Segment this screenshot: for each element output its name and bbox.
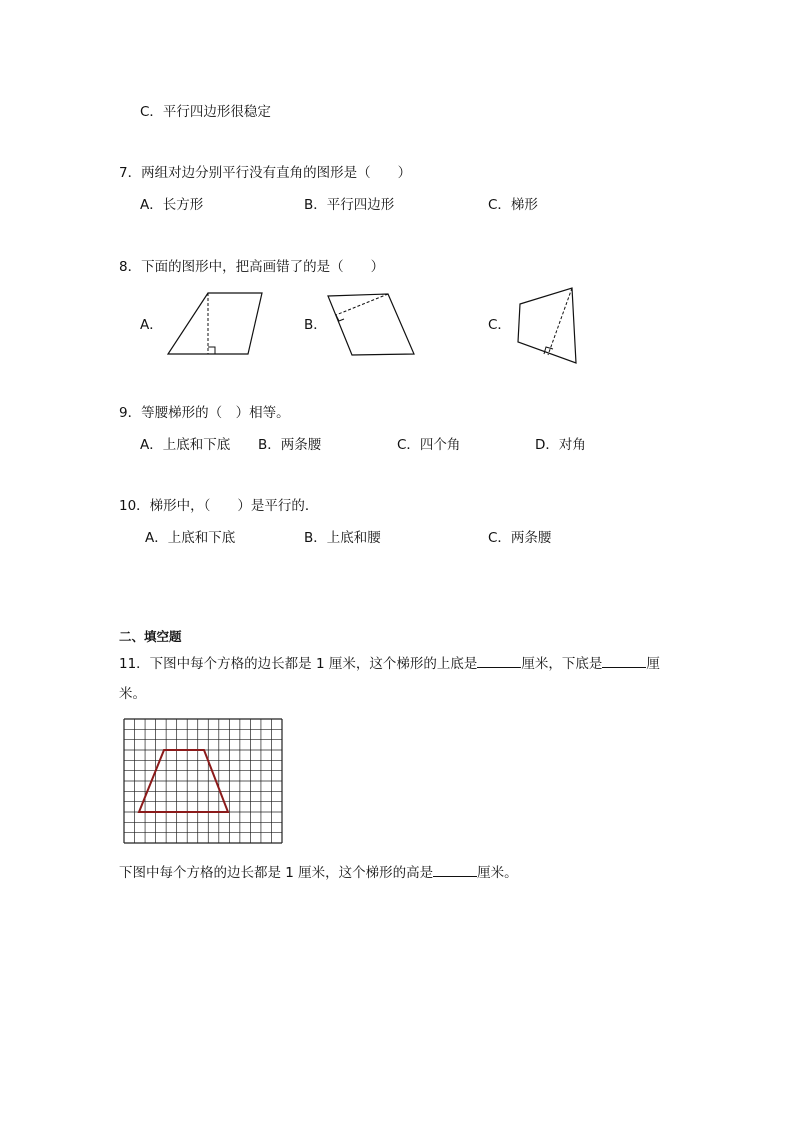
q7-stem: 7．两组对边分别平行没有直角的图形是（ ） bbox=[119, 165, 412, 181]
q11-grid-figure bbox=[124, 719, 284, 845]
q10-option-c: C．两条腰 bbox=[488, 530, 552, 546]
q8-stem: 8．下面的图形中，把高画错了的是（ ） bbox=[119, 259, 385, 275]
q8-figure-a bbox=[160, 285, 280, 360]
q8-label-b: B． bbox=[304, 317, 327, 333]
q11-text-2: 厘米，下底是 bbox=[521, 656, 603, 672]
q9-option-d: D．对角 bbox=[535, 437, 586, 453]
q8-label-c: C． bbox=[488, 317, 511, 333]
q12-blank-height[interactable] bbox=[433, 862, 477, 877]
q7-option-a: A．长方形 bbox=[140, 197, 204, 213]
q9-option-a: A．上底和下底 bbox=[140, 437, 231, 453]
q12-line bbox=[119, 862, 518, 882]
q9-option-b: B．两条腰 bbox=[258, 437, 322, 453]
q11-line2: 米。 bbox=[119, 686, 146, 702]
q8-label-a: A． bbox=[140, 317, 163, 333]
q10-stem: 10．梯形中，（ ）是平行的． bbox=[119, 498, 319, 514]
q10-option-b: B．上底和腰 bbox=[304, 530, 381, 546]
section-title: 二、填空题 bbox=[119, 629, 182, 644]
grid-lines bbox=[124, 719, 282, 843]
q11-text-1: 11．下图中每个方格的边长都是 1 厘米，这个梯形的上底是 bbox=[119, 656, 478, 672]
q7-option-c: C．梯形 bbox=[488, 197, 538, 213]
q7-option-b: B．平行四边形 bbox=[304, 197, 395, 213]
q12-text-1: 下图中每个方格的边长都是 1 厘米，这个梯形的高是 bbox=[119, 865, 434, 881]
q10-option-a: A．上底和下底 bbox=[145, 530, 236, 546]
q12-text-2: 厘米。 bbox=[477, 865, 518, 881]
q11-blank-top-base[interactable] bbox=[477, 653, 521, 668]
q11-blank-bottom-base[interactable] bbox=[602, 653, 646, 668]
q6-option-c: C．平行四边形很稳定 bbox=[140, 104, 271, 120]
q9-option-c: C．四个角 bbox=[397, 437, 461, 453]
q8-figure-b bbox=[322, 288, 432, 363]
q11-line1 bbox=[119, 653, 660, 673]
q11-text-3: 厘 bbox=[646, 656, 660, 672]
q8-figure-c bbox=[508, 282, 598, 367]
q9-stem: 9．等腰梯形的（ ）相等。 bbox=[119, 405, 290, 421]
